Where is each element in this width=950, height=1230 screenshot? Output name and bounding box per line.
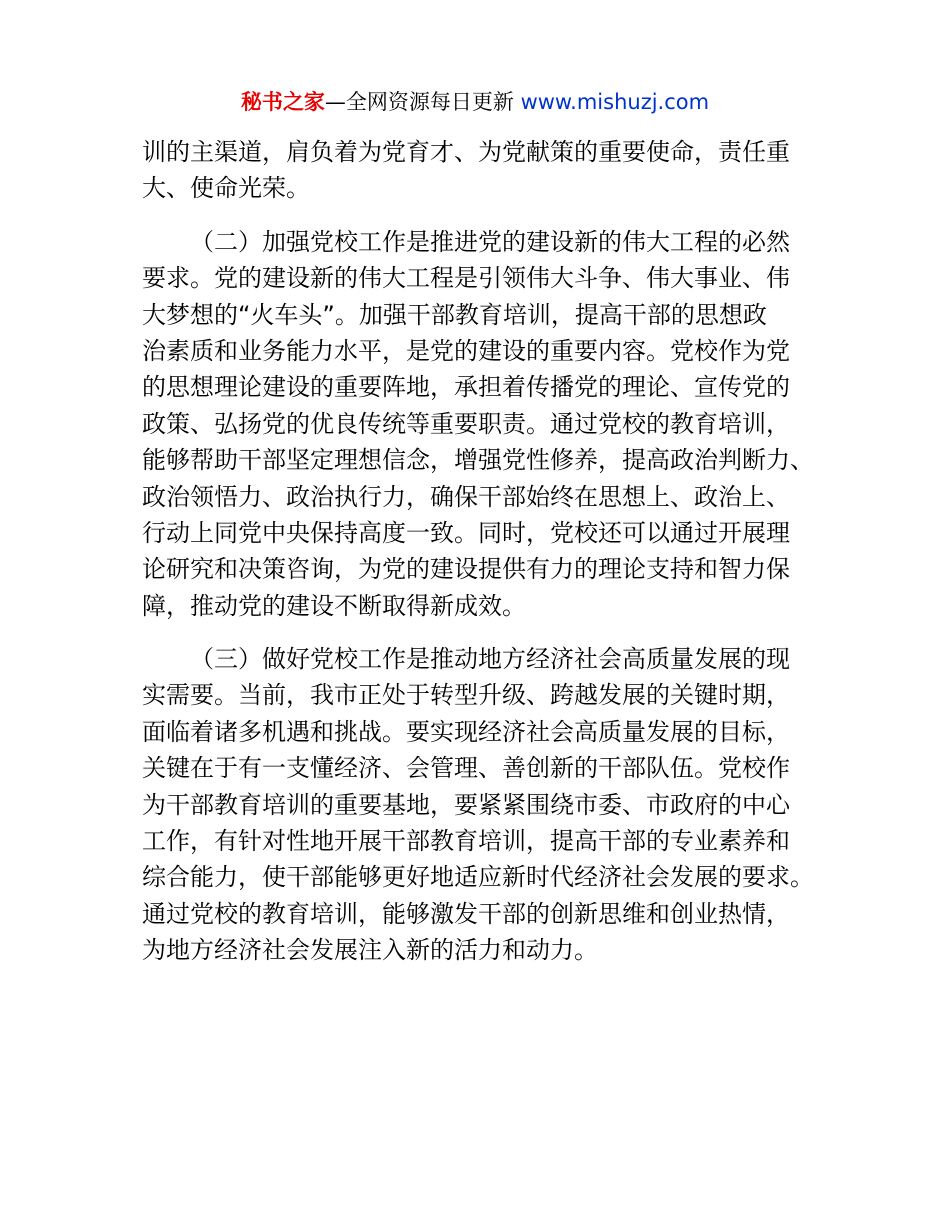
- text-line: 治素质和业务能力水平，是党的建设的重要内容。党校作为党: [142, 336, 790, 365]
- site-url-link[interactable]: www.mishuzj.com: [520, 90, 710, 114]
- text-line: 行动上同党中央保持高度一致。同时，党校还可以通过开展理: [142, 518, 790, 547]
- text-line: 政治领悟力、政治执行力，确保干部始终在思想上、政治上、: [142, 482, 790, 511]
- brand-name: 秘书之家: [240, 90, 325, 114]
- text-line: 政策、弘扬党的优良传统等重要职责。通过党校的教育培训，: [142, 409, 790, 438]
- text-line: 能够帮助干部坚定理想信念，增强党性修养，提高政治判断力、: [142, 446, 814, 475]
- text-line: 综合能力，使干部能够更好地适应新时代经济社会发展的要求。: [142, 863, 814, 892]
- text-line: （三）做好党校工作是推动地方经济社会高质量发展的现: [190, 645, 790, 674]
- paragraph-3: [142, 641, 822, 969]
- text-line: 论研究和决策咨询，为党的建设提供有力的理论支持和智力保: [142, 555, 790, 584]
- text-line: 大、使命光荣。: [142, 174, 310, 203]
- text-line: 障，推动党的建设不断取得新成效。: [142, 591, 526, 620]
- text-line: 为地方经济社会发展注入新的活力和动力。: [142, 936, 598, 965]
- document-body: [142, 134, 822, 969]
- paragraph-2: [142, 224, 822, 624]
- text-line: 的思想理论建设的重要阵地，承担着传播党的理论、宣传党的: [142, 373, 790, 402]
- text-line: 关键在于有一支懂经济、会管理、善创新的干部队伍。党校作: [142, 754, 790, 783]
- text-line: （二）加强党校工作是推进党的建设新的伟大工程的必然: [190, 227, 790, 256]
- paragraph-1: [142, 134, 822, 207]
- page-header: [0, 88, 950, 116]
- text-line: 为干部教育培训的重要基地，要紧紧围绕市委、市政府的中心: [142, 790, 790, 819]
- text-line: 通过党校的教育培训，能够激发干部的创新思维和创业热情，: [142, 899, 790, 928]
- text-line: 工作，有针对性地开展干部教育培训，提高干部的专业素养和: [142, 827, 790, 856]
- text-line: 训的主渠道，肩负着为党育才、为党献策的重要使命，责任重: [142, 138, 790, 166]
- text-line: 大梦想的“火车头”。加强干部教育培训，提高干部的思想政: [142, 300, 767, 329]
- text-line: 实需要。当前，我市正处于转型升级、跨越发展的关键时期，: [142, 681, 790, 710]
- text-line: 面临着诸多机遇和挑战。要实现经济社会高质量发展的目标，: [142, 717, 790, 746]
- text-line: 要求。党的建设新的伟大工程是引领伟大斗争、伟大事业、伟: [142, 264, 790, 293]
- header-tagline: —全网资源每日更新: [324, 90, 521, 114]
